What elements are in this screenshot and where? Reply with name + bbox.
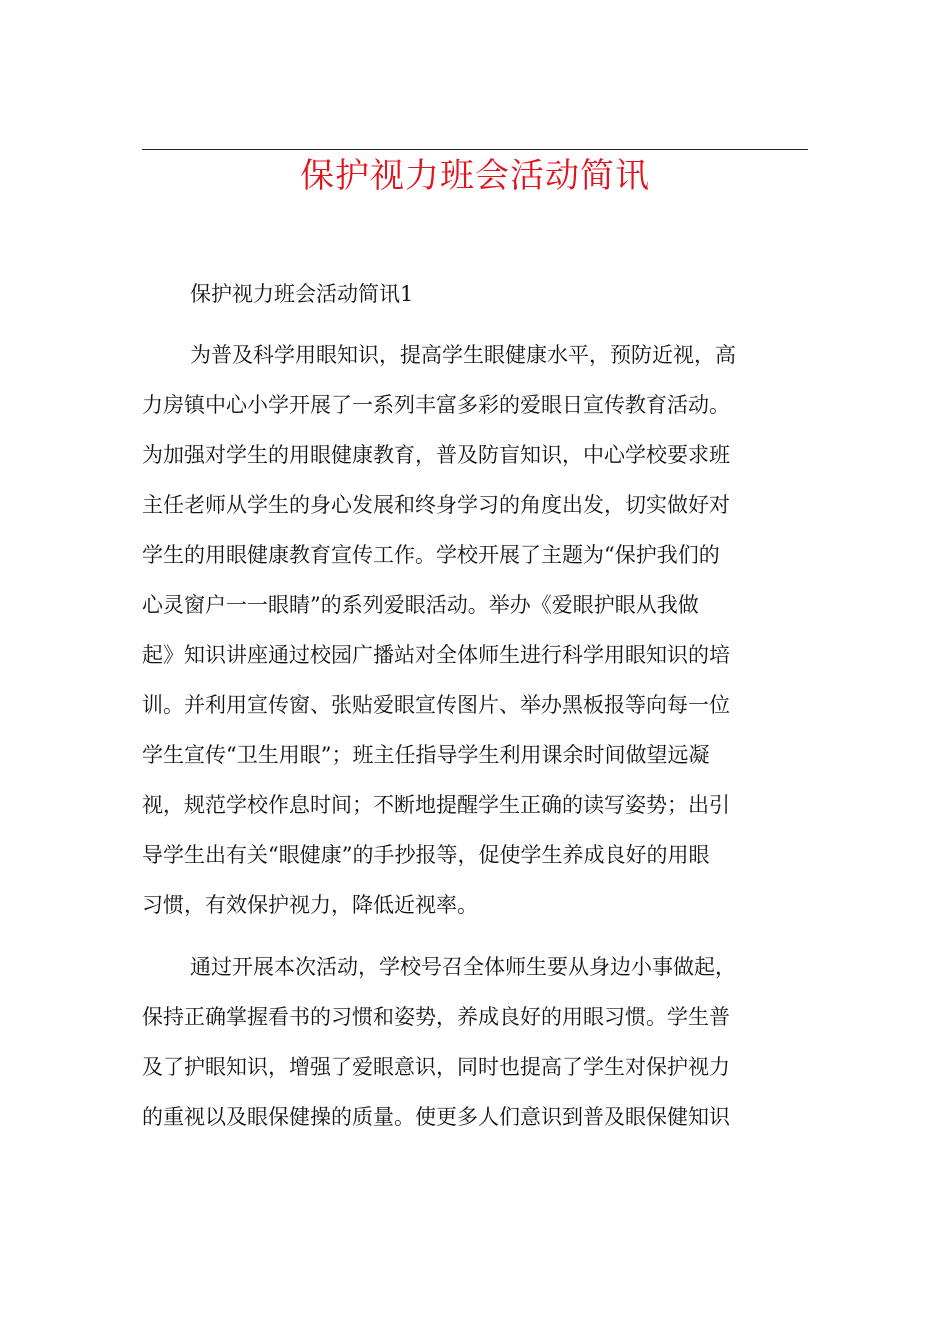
section-heading: 保护视力班会活动简讯1 (190, 282, 414, 306)
paragraph-line: 为加强对学生的用眼健康教育，普及防盲知识，中心学校要求班 (142, 443, 730, 467)
paragraph-1 (142, 330, 808, 930)
paragraph-line: 保持正确掌握看书的习惯和姿势，养成良好的用眼习惯。学生普 (142, 1005, 730, 1029)
paragraph-line: 习惯，有效保护视力，降低近视率。 (142, 893, 478, 917)
paragraph-line: 起》知识讲座通过校园广播站对全体师生进行科学用眼知识的培 (142, 643, 730, 667)
document-title: 保护视力班会活动简讯 (300, 156, 650, 196)
paragraph-2 (142, 942, 808, 1142)
paragraph-line: 主任老师从学生的身心发展和终身学习的角度出发，切实做好对 (142, 493, 730, 517)
paragraph-line: 及了护眼知识，增强了爱眼意识，同时也提高了学生对保护视力 (142, 1055, 730, 1079)
paragraph-line: 心灵窗户一一眼睛”的系列爱眼活动。举办《爱眼护眼从我做 (142, 593, 699, 617)
paragraph-line: 导学生出有关“眼健康”的手抄报等，促使学生养成良好的用眼 (142, 843, 710, 867)
paragraph-line: 通过开展本次活动，学校号召全体师生要从身边小事做起， (190, 955, 736, 979)
paragraph-line: 视，规范学校作息时间；不断地提醒学生正确的读写姿势；出引 (142, 793, 730, 817)
paragraph-line: 学生宣传“卫生用眼”；班主任指导学生利用课余时间做望远凝 (142, 743, 710, 767)
paragraph-line: 的重视以及眼保健操的质量。使更多人们意识到普及眼保健知识 (142, 1105, 730, 1129)
paragraph-line: 为普及科学用眼知识，提高学生眼健康水平，预防近视，高 (190, 343, 736, 367)
paragraph-line: 学生的用眼健康教育宣传工作。学校开展了主题为“保护我们的 (142, 543, 720, 567)
top-divider-line (142, 149, 808, 150)
paragraph-line: 训。并利用宣传窗、张贴爱眼宣传图片、举办黑板报等向每一位 (142, 693, 730, 717)
paragraph-line: 力房镇中心小学开展了一系列丰富多彩的爱眼日宣传教育活动。 (142, 393, 730, 417)
